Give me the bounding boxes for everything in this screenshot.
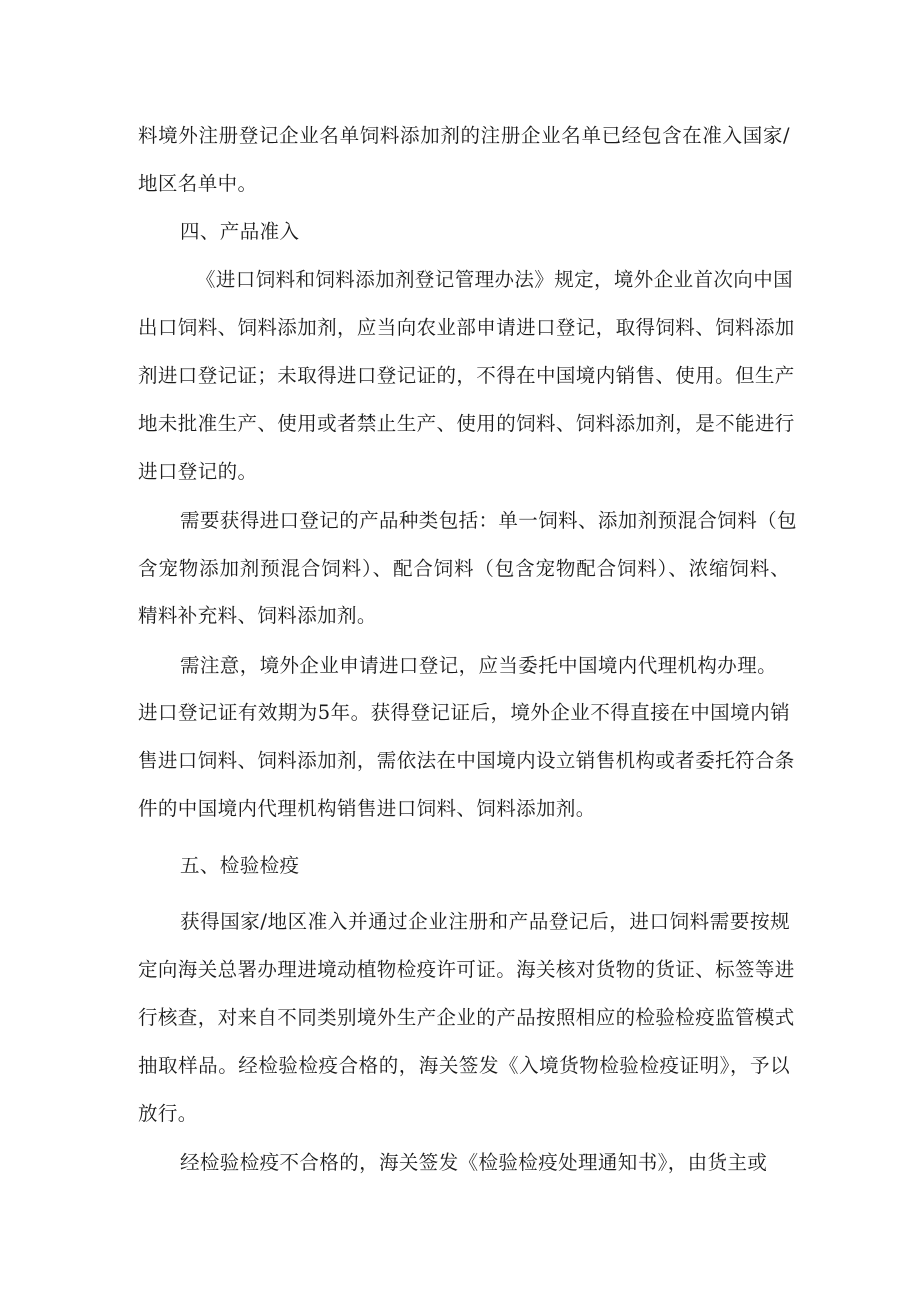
text-line: 进口登记证有效期为5年。获得登记证后，境外企业不得直接在中国境内销 bbox=[138, 701, 790, 724]
text-line: 行核查，对来自不同类别境外生产企业的产品按照相应的检验检疫监管模式 bbox=[138, 1006, 795, 1029]
text-line: 经检验检疫不合格的，海关签发《检验检疫处理通知书》，由货主或 bbox=[180, 1151, 768, 1174]
text-line: 精料补充料、饲料添加剂。 bbox=[138, 604, 377, 627]
text-line: 需要获得进口登记的产品种类包括：单一饲料、添加剂预混合饲料（包 bbox=[180, 509, 797, 532]
text-line: 获得国家/地区准入并通过企业注册和产品登记后，进口饲料需要按规 bbox=[180, 910, 790, 933]
text-line: 出口饲料、饲料添加剂，应当向农业部申请进口登记，取得饲料、饲料添加 bbox=[138, 316, 795, 339]
text-line: 地未批准生产、使用或者禁止生产、使用的饲料、饲料添加剂，是不能进行 bbox=[138, 412, 795, 435]
text-line: 件的中国境内代理机构销售进口饲料、饲料添加剂。 bbox=[138, 797, 596, 820]
text-line: 需注意，境外企业申请进口登记，应当委托中国境内代理机构办理。 bbox=[180, 654, 778, 677]
text-line: 进口登记的。 bbox=[138, 460, 258, 483]
text-line: 料境外注册登记企业名单饲料添加剂的注册企业名单已经包含在准入国家/ bbox=[138, 124, 790, 147]
text-line: 定向海关总署办理进境动植物检疫许可证。海关核对货物的货证、标签等进 bbox=[138, 958, 795, 981]
text-line: 《进口饲料和饲料添加剂登记管理办法》规定，境外企业首次向中国 bbox=[196, 268, 794, 291]
text-line: 含宠物添加剂预混合饲料）、配合饲料（包含宠物配合饲料）、浓缩饲料、 bbox=[138, 557, 790, 580]
text-line: 剂进口登记证；未取得进口登记证的，不得在中国境内销售、使用。但生产 bbox=[138, 364, 795, 387]
text-line: 放行。 bbox=[138, 1102, 198, 1125]
text-line: 售进口饲料、饲料添加剂，需依法在中国境内设立销售机构或者委托符合条 bbox=[138, 749, 795, 772]
text-line: 抽取样品。经检验检疫合格的，海关签发《入境货物检验检疫证明》，予以 bbox=[138, 1054, 790, 1077]
text-line: 地区名单中。 bbox=[138, 172, 258, 195]
section-heading: 四、产品准入 bbox=[180, 220, 300, 243]
section-heading: 五、检验检疫 bbox=[180, 854, 300, 877]
